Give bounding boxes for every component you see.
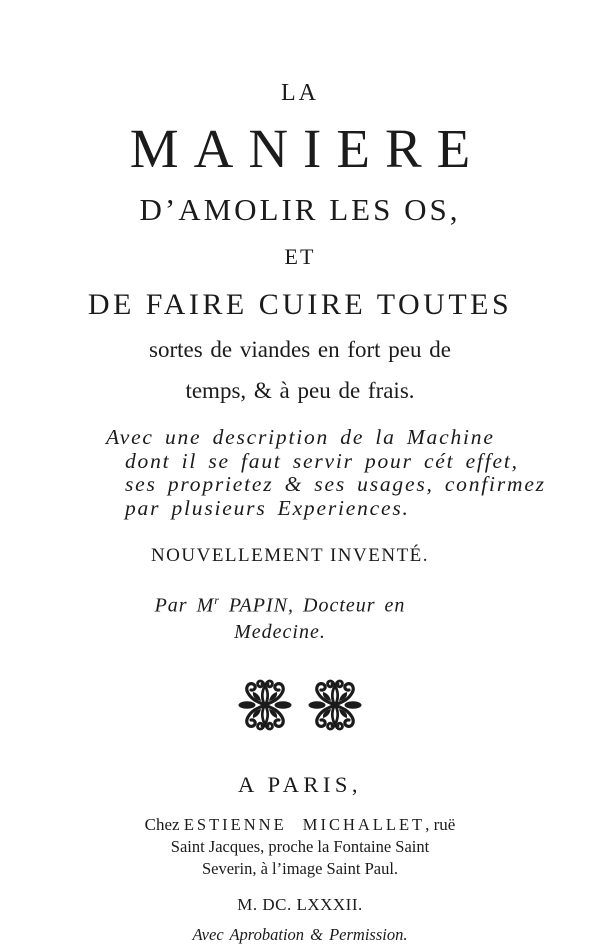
publisher-prefix: Chez bbox=[144, 814, 184, 834]
publisher-name: ESTIENNE MICHALLET bbox=[183, 814, 426, 834]
title-conjunction: ET bbox=[284, 244, 316, 269]
description-line: par plusieurs Experiences. bbox=[125, 495, 410, 520]
imprint-date: M. DC. LXXXII. bbox=[237, 894, 363, 914]
novelty-line: NOUVELLEMENT INVENTÉ. bbox=[150, 545, 430, 566]
imprint-address-line-1: Saint Jacques, proche la Fontaine Saint bbox=[170, 836, 430, 856]
imprint-permission: Avec Aprobation & Permission. bbox=[192, 924, 408, 944]
imprint-publisher bbox=[10, 815, 590, 835]
byline-superscript: r bbox=[214, 593, 220, 607]
title-line-3: DE FAIRE CUIRE TOUTES bbox=[87, 288, 513, 321]
subtitle-line-2: temps, & à peu de frais. bbox=[185, 378, 415, 403]
publisher-suffix: , ruë bbox=[425, 814, 456, 834]
author-byline-line-2: Medecine. bbox=[234, 620, 326, 643]
printer-fleuron-ornament bbox=[10, 667, 590, 748]
title-page bbox=[10, 0, 590, 945]
author-byline bbox=[10, 587, 550, 645]
description-line: ses proprietez & ses usages, confirmez bbox=[125, 472, 546, 496]
description-line: dont il se faut servir pour cét effet, bbox=[125, 448, 519, 473]
title-article: LA bbox=[281, 80, 319, 106]
description-line: Avec une description de la Machine bbox=[106, 425, 495, 449]
description-block bbox=[106, 426, 590, 520]
author-byline-line-1 bbox=[10, 587, 550, 619]
subtitle-line-1: sortes de viandes en fort peu de bbox=[149, 337, 451, 362]
byline-suffix: PAPIN, Docteur en bbox=[219, 594, 406, 617]
title-line-2: D’AMOLIR LES OS, bbox=[139, 192, 461, 227]
title-main: MANIERE bbox=[129, 118, 486, 179]
byline-prefix: Par M bbox=[154, 594, 215, 617]
imprint-city: A PARIS, bbox=[238, 771, 362, 797]
imprint-address-line-2: Severin, à l’image Saint Paul. bbox=[201, 859, 399, 879]
